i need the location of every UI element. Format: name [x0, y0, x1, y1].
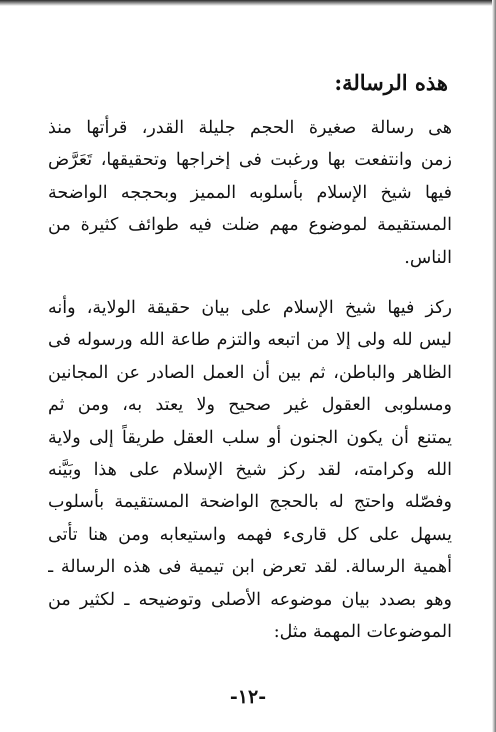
- scan-top-shadow: [0, 0, 496, 6]
- text-line: ليس لله ولى إلا من اتبعه والتزم طاعة الله ورسوله فى: [48, 330, 452, 351]
- text-line: فيها شيخ الإسلام بأسلوبه المميز وبحججه الواضحة: [48, 182, 452, 203]
- scan-right-shadow: [492, 0, 496, 732]
- page-number: -١٢-: [229, 686, 267, 708]
- text-line: الموضوعات المهمة مثل:: [273, 621, 452, 642]
- section-heading: هذه الرسالة:: [334, 70, 448, 95]
- paragraph-2: [48, 292, 452, 648]
- text-line: أهمية الرسالة. لقد تعرض ابن تيمية فى هذه الرسالة ـ: [48, 557, 452, 578]
- text-line: المستقيمة لموضوع مهم ضلت فيه طوائف كثيرة من: [48, 215, 452, 236]
- text-line: وهو بصدد بيان موضوعه الأصلى وتوضيحه ـ لكثير من: [48, 589, 452, 610]
- text-line: الظاهر والباطن، ثم بين أن العمل الصادر عن المجانين: [48, 362, 452, 383]
- text-line: الله وكرامته، لقد ركز شيخ الإسلام على هذا وبَيَّنه: [48, 459, 452, 480]
- text-line: هى رسالة صغيرة الحجم جليلة القدر، قرأتها منذ: [48, 118, 452, 138]
- text-line: يسهل على كل قارىء فهمه واستيعابه ومن هنا تأتى: [48, 524, 452, 545]
- text-line: ومسلوبى العقول غير صحيح ولا يعتد به، ومن ثم: [48, 395, 452, 416]
- text-line: ركز فيها شيخ الإسلام على بيان حقيقة الولاية، وأنه: [48, 298, 452, 318]
- text-line: يمتنع أن يكون الجنون أو سلب العقل طريقاً إلى ولاية: [48, 427, 452, 448]
- text-line: وفصّله واحتج له بالحجج الواضحة المستقيمة بأسلوب: [48, 492, 452, 513]
- paragraph-1: [48, 112, 452, 274]
- text-line: زمن وانتفعت بها ورغبت فى إخراجها وتحقيقها، تَعَرَّض: [48, 150, 452, 171]
- text-line: الناس.: [404, 247, 452, 268]
